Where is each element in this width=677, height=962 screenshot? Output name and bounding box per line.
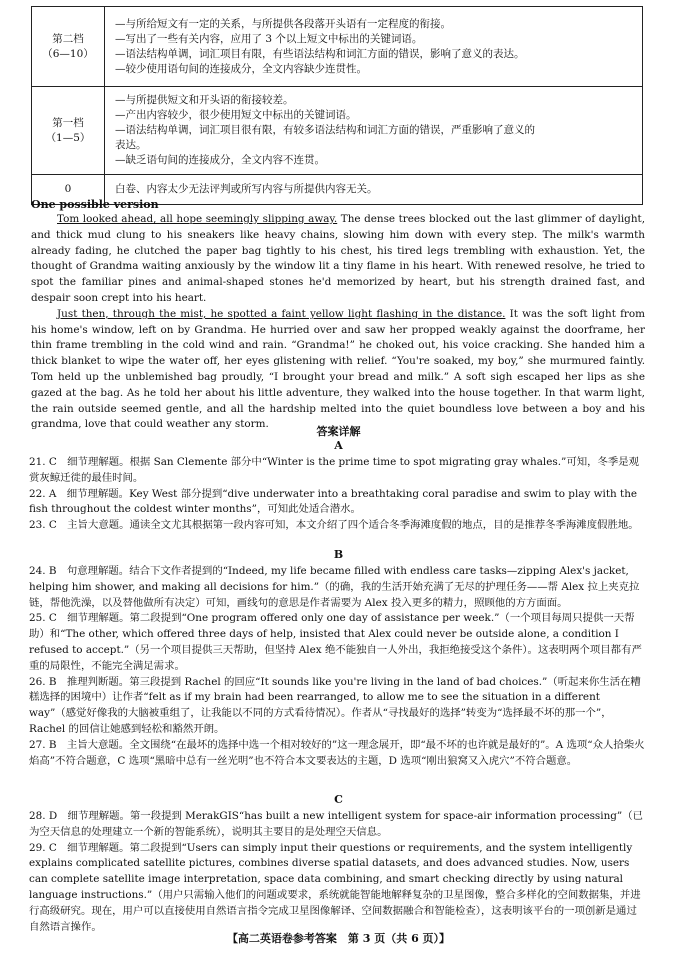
- rubric-criterion: 白卷、内容太少无法评判或所写内容与所提供内容无关。: [115, 183, 378, 195]
- rubric-criterion: —与所给短文有一定的关系，与所提供各段落开头语有一定程度的衔接。: [115, 17, 451, 30]
- rubric-level-range: （1—5）: [45, 131, 91, 144]
- answers-title: 答案详解: [316, 425, 361, 438]
- rubric-criterion: —写出了一些有关内容，应用了 3 个以上短文中标出的关键词语。: [115, 32, 423, 45]
- rubric-row-level-1: [32, 87, 643, 175]
- answer-item: 29. C 细节理解题。第二段提到“Users can simply input their questions or requirements, and the system intelligently explains complicated satellite pictures, combines diverse spatial datasets, and does advanced studies. Now, users can complete satellite image interpretation, space data combining, and smart checking directly by using natural language instructions.”（用户只需输入他们的问题或要求，系统就能智能地解释复杂的卫星图像，整合多样化的空间数据集，并进行高级研究。现在，用户可以直接使用自然语言指令完成卫星图像解译、空间数据融合和智能检查），这表明该平台的一项创新是通过自然语言操作。: [29, 841, 641, 933]
- rubric-criterion: —语法结构单调，词汇项目很有限，有较多语法结构和词汇方面的错误，严重影响了意义的: [115, 124, 535, 136]
- version-title: One possible version: [31, 198, 159, 211]
- rubric-row-level-2: [32, 7, 643, 87]
- rubric-level-name: 第二档: [52, 32, 84, 45]
- rubric-level-name: 第一档: [52, 116, 84, 129]
- rubric-criterion: 表达。: [115, 139, 147, 151]
- rubric-level-cell: [32, 7, 105, 87]
- scoring-rubric-table: [31, 6, 643, 205]
- answer-item: 25. C 细节理解题。第二段提到“One program offered only one day of assistance per week.”（一个项目每周只提供一天帮助）和“The other, which offered three days of help, insisted that Alex could never be outside alone, a condition I refused to accept.”（另一个项目提供三天帮助，但坚持 Alex 绝不能独自一人外出，我拒绝接受这个条件）。这表明两个项目都有严重的局限性，不能完全满足需求。: [29, 612, 642, 672]
- answer-item: 24. B 句意理解题。结合下文作者提到的“Indeed, my life became filled with endless care tasks—zipping Alex's jacket, helping him shower, and making all decisions for him.”（的确，我的生活开始充满了无尽的护理任务——帮 Alex 拉上夹克拉链，帮他洗澡，以及替他做所有决定）可知，画线句的意思是作者需要为 Alex 投入更多的精力，照顾他的方方面面。: [29, 565, 640, 609]
- rubric-description-cell: [105, 7, 643, 87]
- section-c-heading: C: [334, 793, 343, 806]
- rubric-criterion: —语法结构单调，词汇项目有限，有些语法结构和词汇方面的错误，影响了意义的表达。: [115, 47, 525, 60]
- essay-paragraph-2: [31, 307, 645, 433]
- answer-item: 22. A 细节理解题。Key West 部分提到“dive underwater into a breathtaking coral paradise and swim to play with the fish throughout the coldest winter months”，可知此处适合潜水。: [29, 487, 638, 516]
- answer-item: 23. C 主旨大意题。通读全文尤其根据第一段内容可知，本文介绍了四个适合冬季海滩度假的地点，目的是推荐冬季海滩度假胜地。: [29, 519, 639, 532]
- rubric-criterion: —与所提供短文和开头语的衔接较差。: [115, 94, 294, 106]
- section-b-heading: B: [333, 548, 344, 561]
- rubric-criterion: —产出内容较少，很少使用短文中标出的关键词语。: [115, 109, 357, 121]
- answers-section-a: [29, 455, 647, 534]
- paragraph-opening-sentence: Just then, through the mist, he spotted a faint yellow light flashing in the distance.: [57, 307, 506, 320]
- answers-section-b: [29, 564, 647, 769]
- answer-item: 21. C 细节理解题。根据 San Clemente 部分中“Winter is the prime time to spot migrating gray whales.”可知，冬季是观赏灰鲸迁徙的最佳时间。: [29, 456, 640, 484]
- paragraph-opening-sentence: Tom looked ahead, all hope seemingly slipping away.: [57, 213, 338, 225]
- rubric-level-range: （6—10）: [42, 47, 94, 60]
- section-a-heading: A: [334, 439, 343, 452]
- rubric-level-cell: [32, 87, 105, 175]
- answer-item: 26. B 推理判断题。第三段提到 Rachel 的回应“It sounds like you're living in the land of bad choices.”（听起来你生活在糟糕选择的困境中）让作者“felt as if my brain had been rearranged, to allow me to see the situation in a different way”（感觉好像我的大脑被重组了，让我能以不同的方式看待情况）。作者从“寻找最好的选择”转变为“选择最不坏的那一个”，Rachel 的回信让她感到轻松和豁然开朗。: [29, 675, 641, 735]
- rubric-description-cell: [105, 87, 643, 175]
- answers-section-c: [29, 809, 647, 935]
- rubric-criterion: —缺乏语句间的连接成分，全文内容不连贯。: [115, 154, 325, 166]
- page-footer: 【高二英语卷参考答案 第 3 页（共 6 页）】: [226, 932, 451, 945]
- answer-item: 27. B 主旨大意题。全文围绕“在最坏的选择中选一个相对较好的”这一理念展开，即“最不坏的也许就是最好的”。A 选项“众人拾柴火焰高”不符合题意，C 选项“黑暗中总有一丝光明”也不符合本文要表达的主题，D 选项“刚出狼窝又入虎穴”不符合题意。: [29, 738, 645, 767]
- rubric-level-name: 0: [64, 183, 72, 195]
- rubric-criterion: —较少使用语句间的连接成分，全文内容缺少连贯性。: [115, 62, 367, 75]
- paragraph-body: It was the soft light from his home's window, left on by Grandma. He hurried over and saw her propped weakly against the doorframe, her thin frame trembling in the cold wind and rain. “Grandma!” he choked out, his voice cracking. She handed him a thick blanket to wipe the water off, her eyes glistening with relief. “You're soaked, my boy,” she murmured faintly. Tom held up the unblemished bag proudly, “I brought your bread and milk.” A soft sigh escaped her lips as she gazed at the bag. As he told her about his little adventure, they walked into the house together. In that warm light, the rain outside seemed gentle, and all the hardship melted into the quiet boundless love between a boy and his grandma, love that could weather any storm.: [31, 307, 646, 431]
- rubric-description-cell: [105, 175, 643, 205]
- model-essay: [31, 212, 645, 433]
- paragraph-body: The dense trees blocked out the last glimmer of daylight, and thick mud clung to his sneakers like heavy chains, slowing him down with every step. The milk's warmth already fading, he clutched the paper bag tightly to his chest, his tired legs trembling with exhaustion. Yet, the thought of Grandma waiting anxiously by the window lit a tiny flame in his heart. With renewed resolve, he tried to spot the familiar pines and animal-shaped stones he'd memorized by heart, but his strength drained fast, and despair soon crept into his heart.: [31, 213, 645, 304]
- answer-item: 28. D 细节理解题。第一段提到 MerakGIS“has built a new intelligent system for space-air information processing”（已为空天信息的处理建立一个新的智能系统），说明其主要目的是处理空天信息。: [29, 810, 644, 838]
- essay-paragraph-1: [31, 212, 645, 307]
